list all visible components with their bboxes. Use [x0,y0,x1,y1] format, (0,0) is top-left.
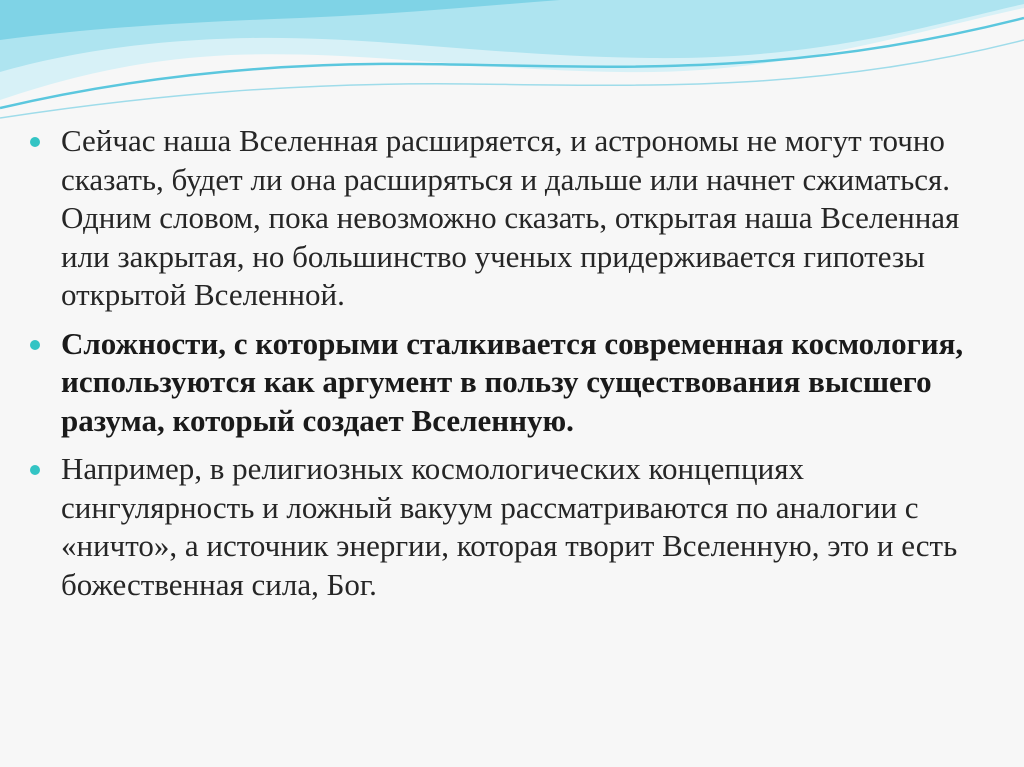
bullet-text-2: Сложности, с которыми сталкивается современная космология, используются как аргумент в пользу существования высшего разума, который создает Вселенную. [61,325,964,438]
wave-decoration [0,0,1024,130]
bullet-item-1 [30,122,990,315]
bullet-text-3: Например, в религиозных космологических концепциях сингулярность и ложный вакуум рассматриваются по аналогии с «ничто», а источник энергии, которая творит Вселенную, это и есть божественная сила, Бог. [61,451,958,602]
bullet-list [30,122,990,614]
bullet-item-3 [30,450,990,604]
bullet-item-2 [30,325,990,441]
bullet-text-1: Сейчас наша Вселенная расширяется, и астрономы не могут точно сказать, будет ли она расширяться и дальше или начнет сжиматься. Одним словом, пока невозможно сказать, открытая наша Вселенная или закрытая, но большинство ученых придерживается гипотезы открытой Вселенной. [61,123,960,312]
bullet-dot-icon [30,137,40,147]
bullet-dot-icon [30,465,40,475]
bullet-dot-icon [30,340,40,350]
